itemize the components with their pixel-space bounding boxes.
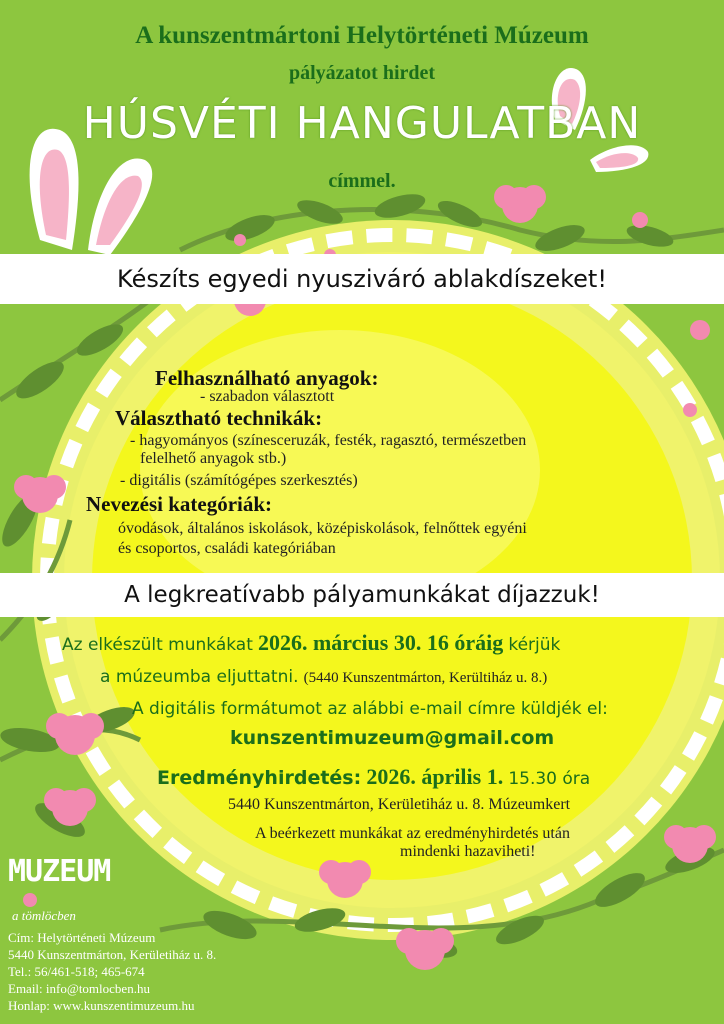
results-time: 15.30 óra xyxy=(508,769,591,789)
prize-band: A legkreatívabb pályamunkákat díjazzuk! xyxy=(0,573,724,617)
materials-heading: Felhasználható anyagok: xyxy=(155,366,379,390)
results-line xyxy=(157,764,590,790)
results-place: 5440 Kunszentmárton, Kerületiház u. 8. Múzeumkert xyxy=(228,796,571,813)
categories-line1: óvodások, általános iskolások, középiskolások, felnőttek egyéni xyxy=(118,520,527,537)
contest-title: HÚSVÉTI HANGULATBAN xyxy=(82,98,642,149)
technique-traditional-cont: felelhető anyagok stb.) xyxy=(140,450,287,467)
contact-address2: 5440 Kunszentmárton, Kerületiház u. 8. xyxy=(8,947,217,962)
museum-logo: MUZEUM xyxy=(8,854,111,889)
results-date: 2026. április 1. xyxy=(366,764,504,789)
deadline-pre: Az elkészült munkákat xyxy=(62,635,253,655)
deadline-line xyxy=(62,630,560,656)
materials-item: - szabadon választott xyxy=(200,388,335,405)
contact-website[interactable]: Honlap: www.kunszentimuzeum.hu xyxy=(8,998,195,1013)
contest-email: kunszentimuzeum@gmail.com xyxy=(230,727,555,749)
museum-logo-subtitle: a tömlöcben xyxy=(12,908,76,923)
organizer-line: A kunszentmártoni Helytörténeti Múzeum xyxy=(135,22,589,49)
results-note2: mindenki hazaviheti! xyxy=(400,843,536,860)
results-note1: A beérkezett munkákat az eredményhirdetés után xyxy=(255,825,570,842)
call-to-action-band: Készíts egyedi nyusziváró ablakdíszeket! xyxy=(0,254,724,304)
techniques-heading: Választható technikák: xyxy=(115,406,323,430)
deadline-date: 2026. március 30. 16 óráig xyxy=(257,630,504,655)
technique-traditional: - hagyományos (színesceruzák, festék, ragasztó, természetben xyxy=(130,432,527,449)
deliver-line xyxy=(100,667,547,688)
contact-address1: Cím: Helytörténeti Múzeum xyxy=(8,930,156,945)
categories-line2: és csoportos, családi kategóriában xyxy=(118,540,336,557)
digital-instruction: A digitális formátumot az alábbi e-mail címre küldjék el: xyxy=(132,699,608,719)
announces-line: pályázatot hirdet xyxy=(288,62,436,84)
deadline-post: kérjük xyxy=(508,635,561,655)
technique-digital: - digitális (számítógépes szerkesztés) xyxy=(120,472,358,489)
contact-email[interactable]: Email: info@tomlocben.hu xyxy=(8,981,150,996)
categories-heading: Nevezési kategóriák: xyxy=(86,492,273,516)
deliver-text: a múzeumba eljuttatni. xyxy=(100,667,299,687)
contact-phone: Tel.: 56/461-518; 465-674 xyxy=(8,964,145,979)
title-suffix: címmel. xyxy=(328,170,396,192)
deliver-address: (5440 Kunszentmárton, Kerültiház u. 8.) xyxy=(303,670,548,686)
results-label: Eredményhirdetés: xyxy=(157,767,362,789)
